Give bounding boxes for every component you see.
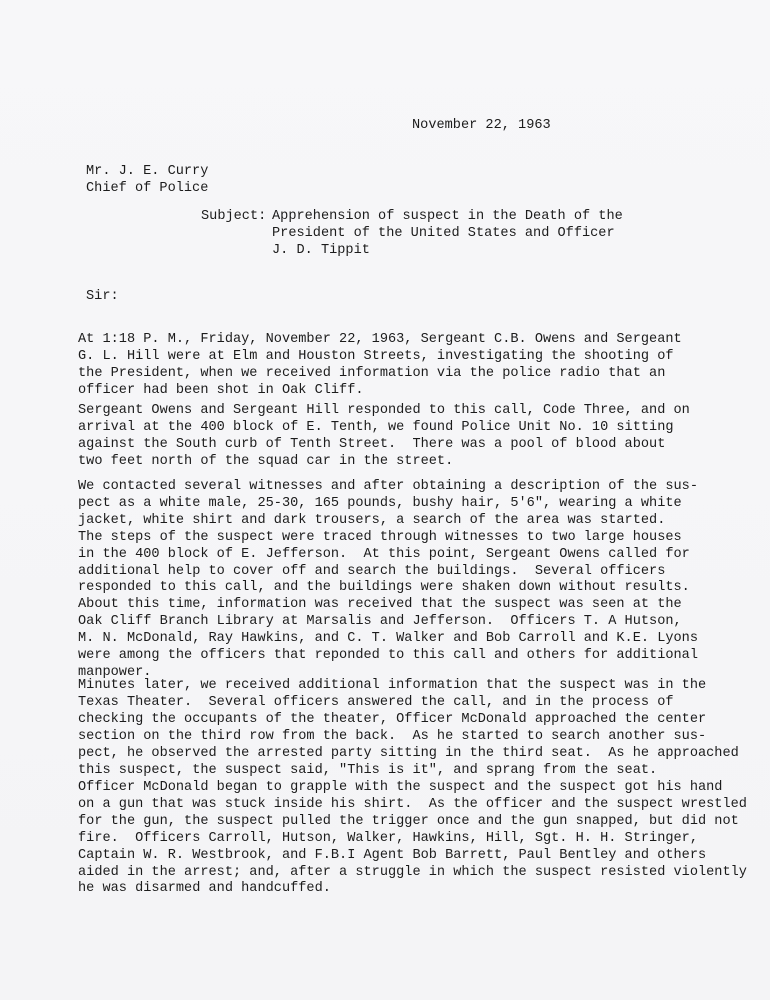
paragraph-line: this suspect, the suspect said, "This is it", and sprang from the seat. [78, 762, 658, 778]
paragraph-line: pect, he observed the arrested party sitting in the third seat. As he approached [78, 745, 739, 761]
paragraph-line: on a gun that was stuck inside his shirt. As the officer and the suspect wrestled [78, 796, 747, 812]
paragraph-line: At 1:18 P. M., Friday, November 22, 1963, Sergeant C.B. Owens and Sergeant [78, 332, 682, 347]
paragraph-line: fire. Officers Carroll, Hutson, Walker, Hawkins, Hill, Sgt. H. H. Stringer, [78, 830, 698, 846]
paragraph-line: were among the officers that reponded to this call and others for additional [78, 648, 698, 664]
paragraph-line: checking the occupants of the theater, Officer McDonald approached the center [78, 711, 707, 727]
paragraph-line: two feet north of the squad car in the street. [78, 453, 454, 469]
paragraph-line: G. L. Hill were at Elm and Houston Streets, investigating the shooting of [78, 348, 674, 364]
paragraph-line: the President, when we received information via the police radio that an [78, 365, 666, 381]
paragraph-line: additional help to cover off and search the buildings. Several officers [78, 563, 666, 579]
paragraph-line: responded to this call, and the buildings were shaken down without results. [78, 580, 690, 596]
paragraph-line: Captain W. R. Westbrook, and F.B.I Agent Bob Barrett, Paul Bentley and others [78, 847, 707, 863]
paragraph-3 [78, 479, 698, 682]
paragraph-line: officer had been shot in Oak Cliff. [78, 382, 364, 398]
paragraph-line: Texas Theater. Several officers answered the call, and in the process of [78, 694, 674, 710]
paragraph-line: Officer McDonald began to grapple with the suspect and the suspect got his hand [78, 780, 723, 795]
paragraph-line: About this time, information was received that the suspect was seen at the [78, 597, 682, 613]
paragraph-line: manpower. [78, 664, 152, 680]
subject-text [272, 208, 623, 259]
subject-line: President of the United States and Officer [272, 226, 615, 241]
paragraph-2 [78, 403, 690, 471]
paragraph-line: Sergeant Owens and Sergeant Hill responded to this call, Code Three, and on [78, 403, 690, 418]
paragraph-line: M. N. McDonald, Ray Hawkins, and C. T. Walker and Bob Carroll and K.E. Lyons [78, 631, 698, 647]
subject-line: J. D. Tippit [272, 243, 370, 258]
paragraph-5 [78, 780, 747, 898]
paragraph-line: Oak Cliff Branch Library at Marsalis and Jefferson. Officers T. A Hutson, [78, 614, 682, 630]
paragraph-line: The steps of the suspect were traced through witnesses to two large houses [78, 529, 682, 545]
addressee-name: Mr. J. E. Curry [86, 164, 209, 179]
paragraph-line: pect as a white male, 25-30, 165 pounds, bushy hair, 5'6", wearing a white [78, 495, 682, 511]
addressee-block [86, 163, 208, 197]
paragraph-line: in the 400 block of E. Jefferson. At this point, Sergeant Owens called for [78, 546, 690, 562]
paragraph-line: Minutes later, we received additional information that the suspect was in the [78, 678, 707, 693]
letter-date: November 22, 1963 [412, 118, 551, 133]
salutation: Sir: [86, 289, 119, 304]
paragraph-4 [78, 678, 739, 779]
paragraph-line: arrival at the 400 block of E. Tenth, we found Police Unit No. 10 sitting [78, 419, 674, 435]
paragraph-line: he was disarmed and handcuffed. [78, 881, 331, 897]
paragraph-line: We contacted several witnesses and after obtaining a description of the sus- [78, 479, 698, 494]
paragraph-line: aided in the arrest; and, after a struggle in which the suspect resisted violently [78, 864, 747, 880]
subject-line: Apprehension of suspect in the Death of the [272, 209, 623, 224]
paragraph-line: section on the third row from the back. As he started to search another sus- [78, 728, 707, 744]
addressee-title: Chief of Police [86, 181, 209, 196]
paragraph-line: against the South curb of Tenth Street. There was a pool of blood about [78, 436, 666, 452]
paragraph-line: for the gun, the suspect pulled the trigger once and the gun snapped, but did not [78, 813, 739, 829]
subject-label: Subject: [201, 209, 267, 224]
paragraph-line: jacket, white shirt and dark trousers, a search of the area was started. [78, 512, 666, 528]
paragraph-1 [78, 332, 682, 400]
